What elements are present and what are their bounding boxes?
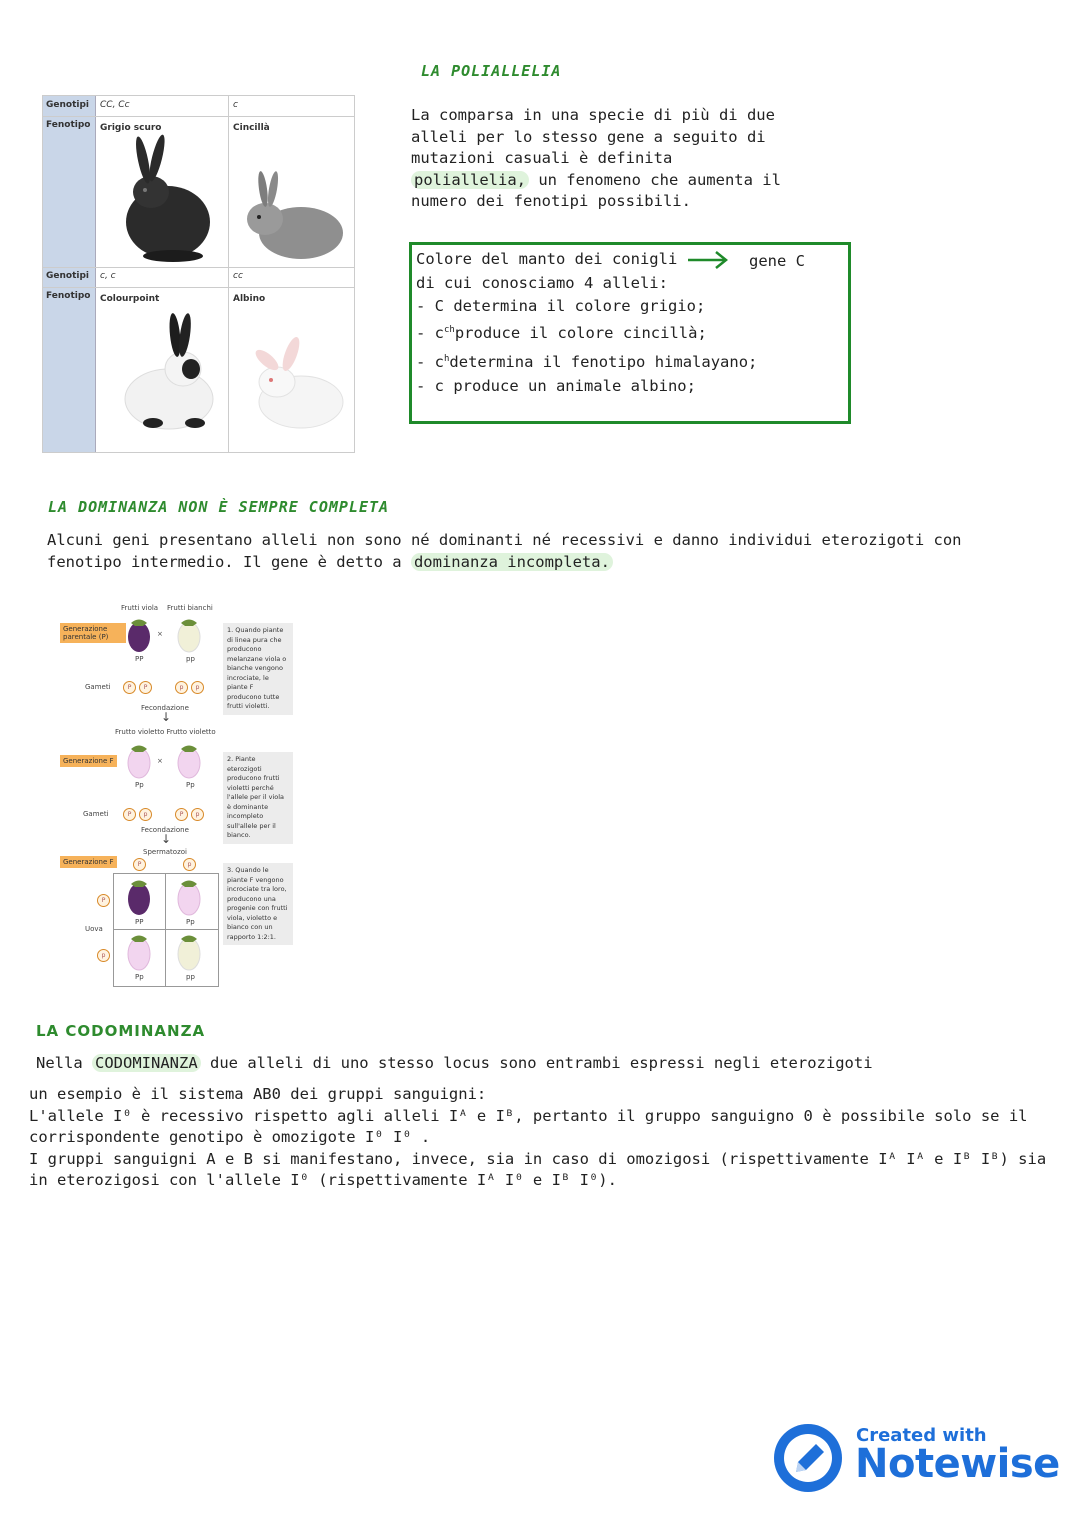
allele-item: - c produce un animale albino; <box>416 376 696 395</box>
phenotype-cell: Grigio scuro <box>100 123 162 133</box>
allele-item-prefix: - c <box>416 353 444 372</box>
generation-tag: Generazione F <box>60 755 117 767</box>
polyallelia-title: LA POLIALLELIA <box>421 62 562 80</box>
cross-icon: × <box>157 757 163 765</box>
gamete-icon: P <box>97 894 110 907</box>
column-divider <box>228 96 229 452</box>
genotype-cell: CC, Cc <box>100 100 130 110</box>
allele-item-prefix: - c <box>416 323 444 342</box>
highlighted-term: dominanza incompleta. <box>411 553 613 571</box>
box-text: Colore del manto dei conigli <box>416 250 678 268</box>
row-divider <box>43 287 354 288</box>
gamete-icon: P <box>139 681 152 694</box>
spermatozoi-label: Spermatozoi <box>143 848 187 856</box>
gameti-label: Gameti <box>83 810 109 818</box>
genotype-label: Pp <box>135 781 144 789</box>
highlighted-term: poliallelia, <box>411 171 529 189</box>
genotype-label: pp <box>186 655 195 663</box>
gamete-icon: p <box>97 949 110 962</box>
gamete-icon: p <box>183 858 196 871</box>
chinchilla-rabbit-image <box>233 171 348 266</box>
phenotype-cell: Cincillà <box>233 123 270 133</box>
paragraph-text: fenotipo intermedio. Il gene è detto a <box>47 552 411 571</box>
allele-item-text: produce il colore cincillà; <box>454 323 707 342</box>
paragraph-line <box>47 552 962 574</box>
row-divider <box>43 267 354 268</box>
diagram-note: 1. Quando piante di linea pura che producono melanzane viola o bianche vengono incrociate, le piante F producono tutte frutti violetti. <box>223 623 293 715</box>
codominanza-title: LA CODOMINANZA <box>36 1022 206 1040</box>
fenotipo-label: Fenotipo <box>46 291 91 301</box>
fecondazione-label: Fecondazione <box>141 704 189 712</box>
purple-eggplant-icon <box>125 875 153 917</box>
polyallelia-paragraph <box>411 105 781 213</box>
allele-item: - $c^hdetermina$ il fenotipo himalayano; <box>416 353 758 372</box>
incomplete-dominance-diagram <box>55 600 300 990</box>
gamete-icon: P <box>123 808 136 821</box>
gamete-icon: p <box>191 808 204 821</box>
arrow-down-icon: ↓ <box>161 832 172 846</box>
purple-eggplant-icon <box>125 614 153 654</box>
paragraph-line: Alcuni geni presentano alleli non sono né dominanti né recessivi e danno individui eterozigoti con <box>47 531 962 549</box>
albino-rabbit-image <box>233 336 348 436</box>
highlighted-term: CODOMINANZA <box>92 1054 201 1072</box>
box-line: di cui conosciamo 4 alleli: <box>416 273 668 292</box>
diagram-note: 2. Piante eterozigoti producono frutti violetti perché l'allele per il viola è dominante incompleto sull'allele per il bianco. <box>223 752 293 844</box>
codominanza-intro <box>36 1053 873 1075</box>
paragraph-line: numero dei fenotipi possibili. <box>411 192 691 210</box>
genotype-label: Pp <box>135 973 144 981</box>
gamete-icon: p <box>139 808 152 821</box>
arrow-right-icon <box>686 249 732 271</box>
rabbit-table <box>42 95 355 453</box>
notewise-logo-text: Notewise <box>855 1441 1060 1487</box>
colourpoint-rabbit-image <box>111 311 226 436</box>
white-eggplant-icon <box>175 930 203 972</box>
gamete-icon: p <box>175 681 188 694</box>
paragraph-text: due alleli di uno stesso locus sono entrambi espressi negli eterozigoti <box>200 1054 873 1072</box>
gamete-icon: p <box>191 681 204 694</box>
created-with-label: Created with <box>856 1425 987 1446</box>
white-eggplant-icon <box>175 614 203 654</box>
genotype-label: PP <box>135 918 144 926</box>
dominanza-paragraph <box>47 530 962 573</box>
dominanza-title: LA DOMINANZA NON È SEMPRE COMPLETA <box>48 498 390 516</box>
codominanza-paragraph <box>29 1084 1046 1192</box>
row-divider <box>43 116 354 117</box>
genotipi-label: Genotipi <box>46 100 89 110</box>
diagram-label: Frutto violetto Frutto violetto <box>115 728 216 736</box>
arrow-down-icon: ↓ <box>161 710 172 724</box>
dark-gray-rabbit-image <box>113 134 223 266</box>
notewise-pencil-icon <box>772 1422 844 1494</box>
uova-label: Uova <box>85 925 103 933</box>
fenotipo-label: Fenotipo <box>46 120 91 130</box>
violet-eggplant-icon <box>125 740 153 780</box>
paragraph-line <box>411 170 781 192</box>
violet-eggplant-icon <box>175 875 203 917</box>
gamete-icon: P <box>175 808 188 821</box>
paragraph-text: un fenomeno che aumenta il <box>528 170 781 189</box>
cross-icon: × <box>157 630 163 638</box>
genotype-label: Pp <box>186 781 195 789</box>
paragraph-line: La comparsa in una specie di più di due <box>411 106 775 124</box>
allele-item-text: determina il fenotipo himalayano; <box>449 353 758 372</box>
allele-item: - C determina il colore grigio; <box>416 297 706 315</box>
generation-tag: Generazione parentale (P) <box>60 623 126 643</box>
generation-tag: Generazione F <box>60 856 117 868</box>
diagram-label: Frutti bianchi <box>167 604 213 612</box>
violet-eggplant-icon <box>175 740 203 780</box>
gene-c-label: gene C <box>749 252 805 270</box>
allele-item: - $c^{ch}produce$ il colore cincillà; <box>416 323 707 342</box>
gameti-label: Gameti <box>85 683 111 691</box>
paragraph-line: alleli per lo stesso gene a seguito di <box>411 127 766 146</box>
paragraph-line: L'allele I⁰ è recessivo rispetto agli alleli Iᴬ e Iᴮ, pertanto il gruppo sanguigno 0 è possibile solo se il <box>29 1106 1028 1125</box>
diagram-label: Frutti viola <box>121 604 159 612</box>
paragraph-line: in eterozigosi con l'allele I⁰ (rispettivamente Iᴬ I⁰ e Iᴮ I⁰). <box>29 1171 617 1189</box>
diagram-note: 3. Quando le piante F vengono incrociate tra loro, producono una progenie con frutti viola, violetto e bianco con un rapporto 1:2:1. <box>223 863 293 945</box>
paragraph-line: corrispondente genotipo è omozigote I⁰ I⁰ . <box>29 1128 431 1146</box>
genotype-cell: cc <box>233 271 243 281</box>
genotype-cell: c, c <box>100 271 116 281</box>
genotype-label: Pp <box>186 918 195 926</box>
genotype-cell: c <box>233 100 238 110</box>
paragraph-line: un esempio è il sistema AB0 dei gruppi sanguigni: <box>29 1085 487 1103</box>
paragraph-line: I gruppi sanguigni A e B si manifestano, invece, sia in caso di omozigosi (rispettivamente Iᴬ Iᴬ e Iᴮ Iᴮ) sia <box>29 1149 1047 1168</box>
phenotype-cell: Colourpoint <box>100 294 160 304</box>
genotipi-label: Genotipi <box>46 271 89 281</box>
phenotype-cell: Albino <box>233 294 266 304</box>
genotype-label: pp <box>186 973 195 981</box>
violet-eggplant-icon <box>125 930 153 972</box>
gamete-icon: P <box>133 858 146 871</box>
gamete-icon: P <box>123 681 136 694</box>
grid-line <box>165 874 166 986</box>
paragraph-text: Nella <box>36 1054 92 1072</box>
fecondazione-label: Fecondazione <box>141 826 189 834</box>
paragraph-line: mutazioni casuali è definita <box>411 149 673 167</box>
genotype-label: PP <box>135 655 144 663</box>
